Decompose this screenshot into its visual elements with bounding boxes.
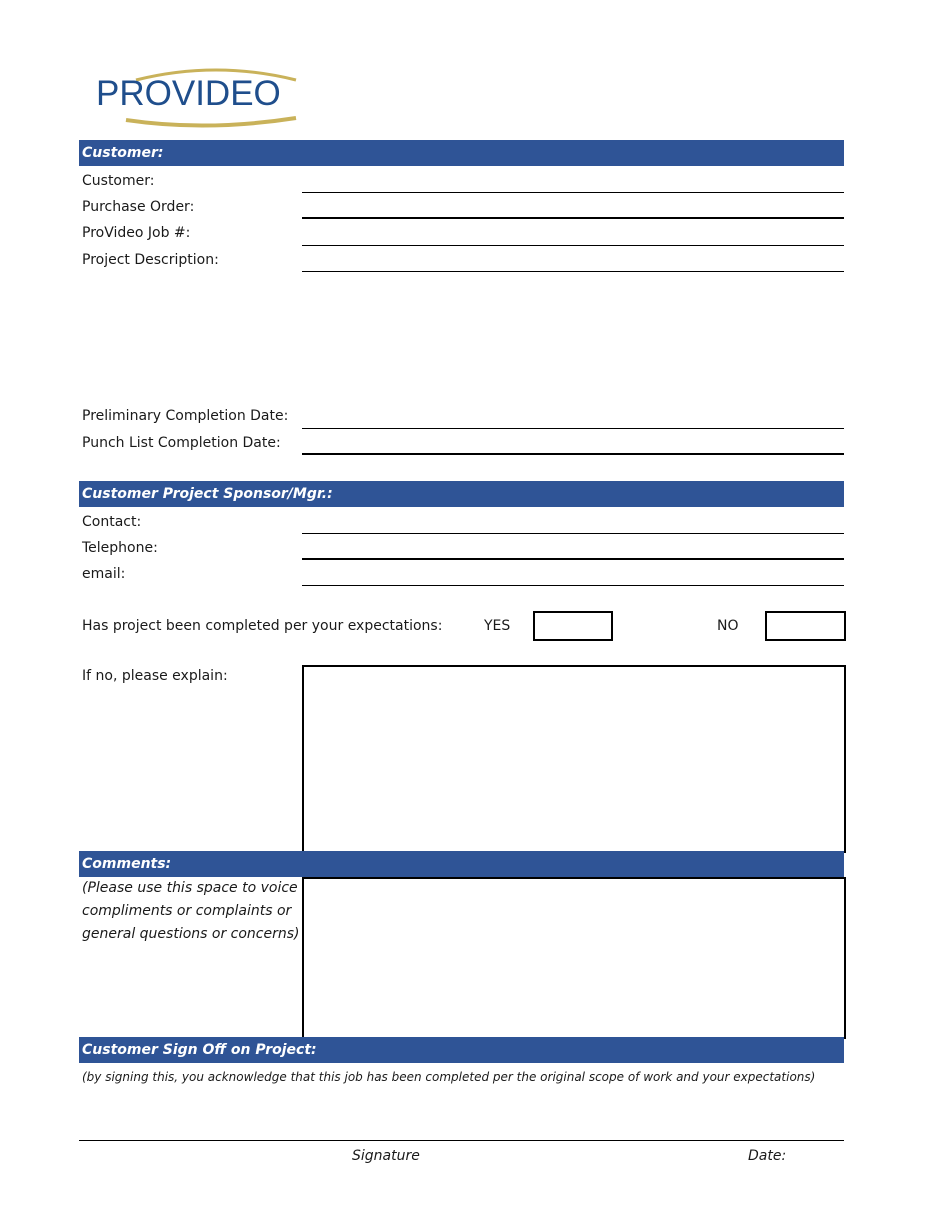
section-sponsor-title: Customer Project Sponsor/Mgr.:	[82, 486, 333, 502]
yes-checkbox[interactable]	[533, 611, 613, 641]
section-comments-title: Comments:	[82, 856, 172, 872]
date-label: Date:	[748, 1148, 787, 1164]
yes-label: YES	[484, 618, 511, 634]
comments-hint-line3: general questions or concerns)	[82, 926, 300, 942]
email-field[interactable]	[302, 585, 844, 586]
expectations-question: Has project been completed per your expectations:	[82, 618, 443, 634]
comments-hint-line1: (Please use this space to voice	[82, 880, 298, 896]
customer-field[interactable]	[302, 192, 844, 193]
no-label: NO	[717, 618, 739, 634]
comments-hint-line2: compliments or complaints or	[82, 903, 292, 919]
signature-line[interactable]	[79, 1140, 844, 1141]
project-description-label: Project Description:	[82, 252, 219, 268]
logo-video-text: VIDEO	[171, 74, 281, 113]
section-signoff-title: Customer Sign Off on Project:	[82, 1042, 317, 1058]
preliminary-completion-label: Preliminary Completion Date:	[82, 408, 289, 424]
signoff-note: (by signing this, you acknowledge that this job has been completed per the original scope of work and your expectations)	[82, 1070, 816, 1084]
punch-list-completion-field[interactable]	[302, 453, 844, 455]
job-number-field[interactable]	[302, 245, 844, 246]
preliminary-completion-field[interactable]	[302, 428, 844, 429]
punch-list-completion-label: Punch List Completion Date:	[82, 435, 281, 451]
telephone-label: Telephone:	[82, 540, 158, 556]
section-comments	[79, 851, 844, 877]
comments-textarea[interactable]	[302, 877, 846, 1039]
contact-label: Contact:	[82, 514, 142, 530]
section-customer	[79, 140, 844, 166]
logo-pro-text: PRO	[96, 74, 172, 113]
contact-field[interactable]	[302, 533, 844, 534]
signature-label: Signature	[352, 1148, 420, 1164]
job-number-label: ProVideo Job #:	[82, 225, 191, 241]
purchase-order-label: Purchase Order:	[82, 199, 195, 215]
section-signoff	[79, 1037, 844, 1063]
provideo-logo	[96, 62, 336, 132]
telephone-field[interactable]	[302, 558, 844, 560]
explain-textarea[interactable]	[302, 665, 846, 853]
explain-label: If no, please explain:	[82, 668, 228, 684]
email-label: email:	[82, 566, 126, 582]
project-description-field[interactable]	[302, 271, 844, 272]
section-customer-title: Customer:	[82, 145, 164, 161]
purchase-order-field[interactable]	[302, 217, 844, 219]
section-sponsor	[79, 481, 844, 507]
customer-label: Customer:	[82, 173, 155, 189]
no-checkbox[interactable]	[765, 611, 846, 641]
